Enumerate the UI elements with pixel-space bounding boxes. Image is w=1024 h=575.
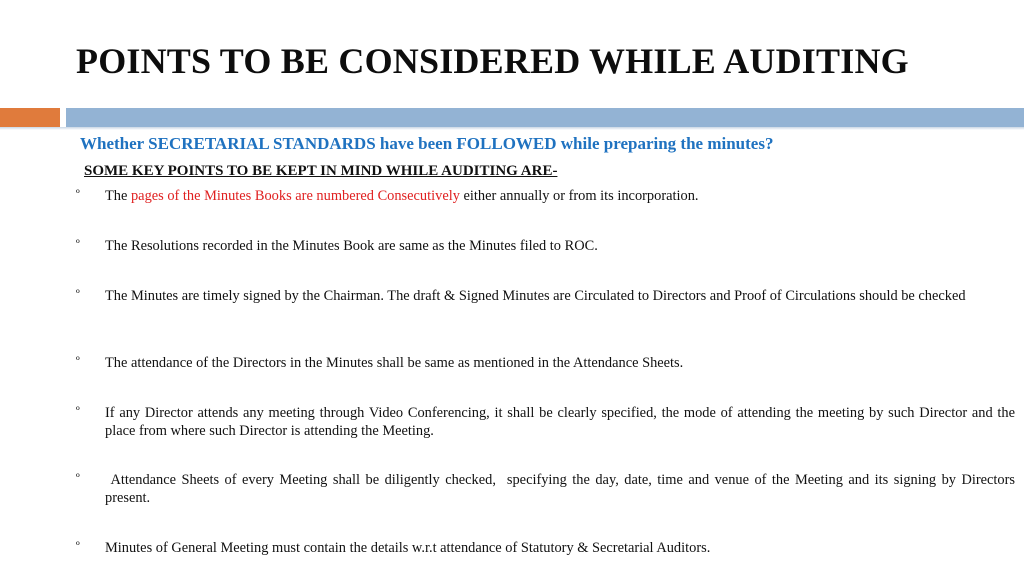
- bullet-item-2: [76, 238, 1016, 256]
- bullet-text: [105, 188, 1015, 206]
- bullet-text: Minutes of General Meeting must contain the details w.r.t attendance of Statutory & Secretarial Auditors.: [105, 540, 711, 556]
- bullet-text: The Resolutions recorded in the Minutes Book are same as the Minutes filed to ROC.: [105, 238, 598, 254]
- bullet-item-3: [76, 288, 1016, 306]
- bullet-marker: º: [76, 354, 80, 368]
- bullet-text-prefix: The: [105, 188, 131, 204]
- bullet-item-6: [76, 471, 1019, 507]
- accent-bar-shadow: [0, 127, 1024, 130]
- orange-accent-bar: [0, 108, 60, 127]
- bullet-text: The attendance of the Directors in the Minutes shall be same as mentioned in the Attendance Sheets.: [105, 355, 684, 371]
- bullet-text: The Minutes are timely signed by the Chairman. The draft & Signed Minutes are Circulated to Directors and Proof of Circulations should be checked: [105, 288, 966, 304]
- bullet-marker: º: [76, 539, 80, 553]
- bullet-item-5: [76, 405, 1016, 440]
- bullet-text: Attendance Sheets of every Meeting shall be diligently checked, specifying the day, date, time and venue of the Meeting and its signing by Directors present.: [105, 472, 1019, 506]
- bullet-marker: º: [76, 237, 80, 251]
- slide-title: POINTS TO BE CONSIDERED WHILE AUDITING: [76, 41, 909, 81]
- bullet-text: If any Director attends any meeting through Video Conferencing, it shall be clearly specified, the mode of attending the meeting by such Director and the place from where such Director is attending the Meeting.: [105, 405, 1015, 439]
- bullet-marker: º: [76, 471, 80, 485]
- bullet-marker: º: [76, 287, 80, 301]
- bullet-text-suffix: either annually or from its incorporation.: [459, 188, 699, 204]
- question-heading: Whether SECRETARIAL STANDARDS have been FOLLOWED while preparing the minutes?: [80, 134, 774, 153]
- bullet-marker: º: [76, 187, 80, 201]
- key-points-subheading: SOME KEY POINTS TO BE KEPT IN MIND WHILE AUDITING ARE-: [84, 163, 558, 179]
- bullet-item-7: [76, 540, 1016, 558]
- blue-accent-bar: [66, 108, 1024, 127]
- bullet-item-4: [76, 355, 1016, 373]
- bullet-marker: º: [76, 404, 80, 418]
- bullet-item-1: [76, 188, 1016, 206]
- bullet-text-highlight: pages of the Minutes Books are numbered Consecutively: [130, 188, 460, 204]
